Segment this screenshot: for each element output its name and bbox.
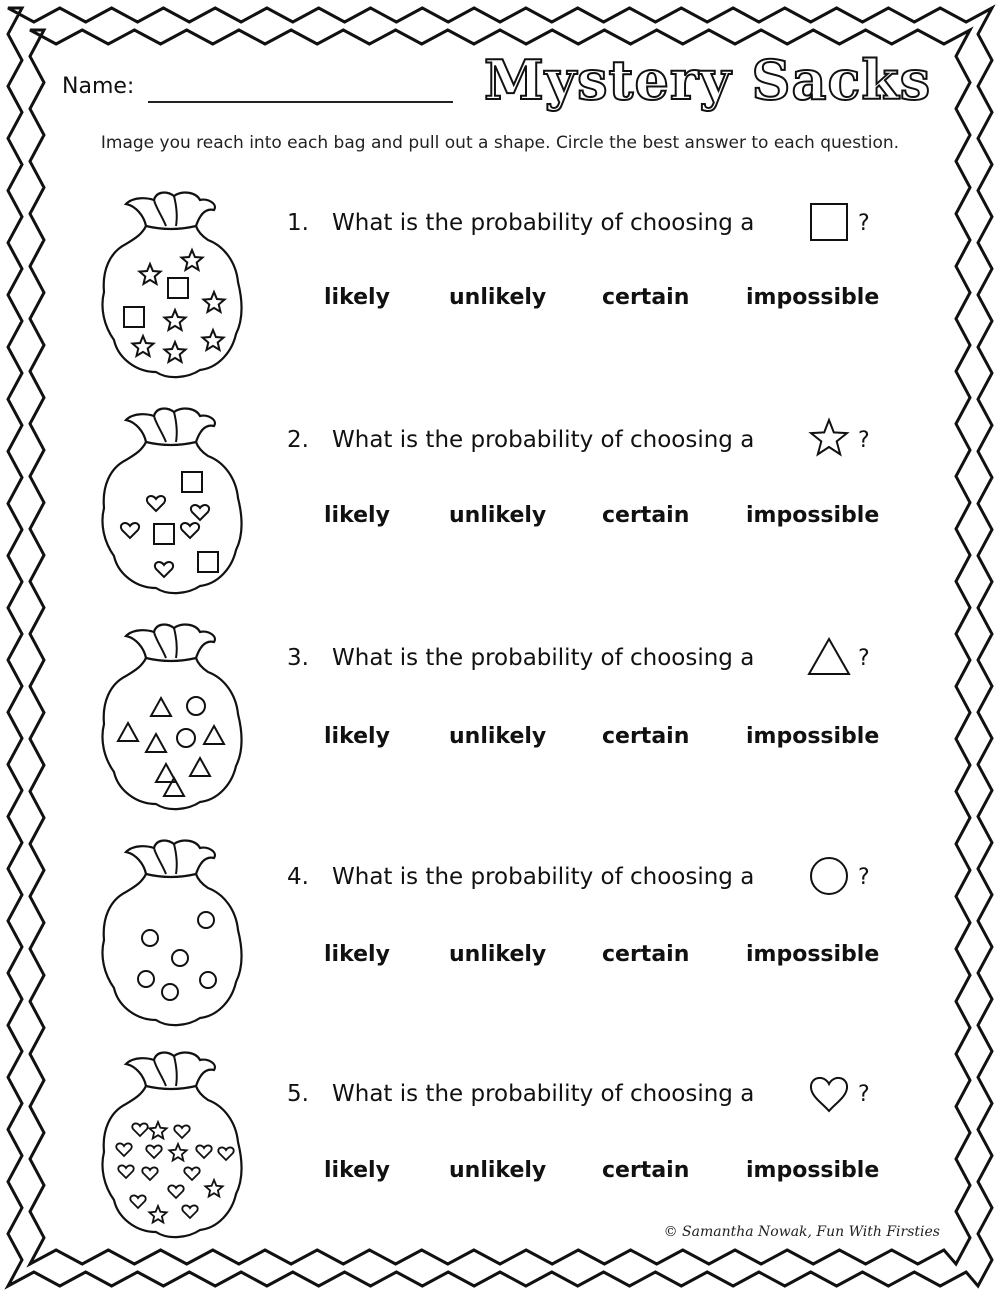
q3-option-certain[interactable]: certain <box>602 724 690 749</box>
question-5-text: What is the probability of choosing a <box>332 1081 755 1107</box>
q2-option-likely[interactable]: likely <box>324 503 390 528</box>
question-3-number: 3. <box>287 645 309 671</box>
question-1-number: 1. <box>287 210 309 236</box>
heart-icon <box>806 1070 852 1116</box>
q2-option-certain[interactable]: certain <box>602 503 690 528</box>
question-1-mark: ? <box>858 211 870 236</box>
q1-option-certain[interactable]: certain <box>602 285 690 310</box>
q2-option-unlikely[interactable]: unlikely <box>449 503 547 528</box>
star-icon <box>806 416 852 462</box>
q5-option-likely[interactable]: likely <box>324 1158 390 1183</box>
square-icon <box>806 199 852 245</box>
q1-option-likely[interactable]: likely <box>324 285 390 310</box>
q5-option-impossible[interactable]: impossible <box>746 1158 880 1183</box>
triangle-icon <box>806 634 852 680</box>
question-3-mark: ? <box>858 646 870 671</box>
question-5-mark: ? <box>858 1082 870 1107</box>
q3-option-impossible[interactable]: impossible <box>746 724 880 749</box>
sack-hearts-stars-icon <box>96 1046 246 1246</box>
q5-option-certain[interactable]: certain <box>602 1158 690 1183</box>
question-4-number: 4. <box>287 864 309 890</box>
q1-option-impossible[interactable]: impossible <box>746 285 880 310</box>
q3-option-likely[interactable]: likely <box>324 724 390 749</box>
sack-triangles-circles-icon <box>96 618 246 818</box>
question-4-mark: ? <box>858 865 870 890</box>
question-4-text: What is the probability of choosing a <box>332 864 755 890</box>
name-label: Name: <box>62 74 135 99</box>
q4-option-unlikely[interactable]: unlikely <box>449 942 547 967</box>
question-2-mark: ? <box>858 428 870 453</box>
question-5-number: 5. <box>287 1081 309 1107</box>
name-field[interactable] <box>148 101 453 103</box>
q3-option-unlikely[interactable]: unlikely <box>449 724 547 749</box>
question-2-text: What is the probability of choosing a <box>332 427 755 453</box>
q5-option-unlikely[interactable]: unlikely <box>449 1158 547 1183</box>
sack-circles-icon <box>96 834 246 1034</box>
sack-hearts-squares-icon <box>96 402 246 602</box>
copyright-credit: © Samantha Nowak, Fun With Firsties <box>663 1224 940 1240</box>
q4-option-impossible[interactable]: impossible <box>746 942 880 967</box>
q1-option-unlikely[interactable]: unlikely <box>449 285 547 310</box>
question-3-text: What is the probability of choosing a <box>332 645 755 671</box>
page-title: Mystery Sacks <box>484 48 932 112</box>
circle-icon <box>806 853 852 899</box>
q4-option-certain[interactable]: certain <box>602 942 690 967</box>
q4-option-likely[interactable]: likely <box>324 942 390 967</box>
instructions: Image you reach into each bag and pull out a shape. Circle the best answer to each question. <box>100 133 900 153</box>
question-2-number: 2. <box>287 427 309 453</box>
q2-option-impossible[interactable]: impossible <box>746 503 880 528</box>
question-1-text: What is the probability of choosing a <box>332 210 755 236</box>
sack-squares-stars-icon <box>96 186 246 386</box>
